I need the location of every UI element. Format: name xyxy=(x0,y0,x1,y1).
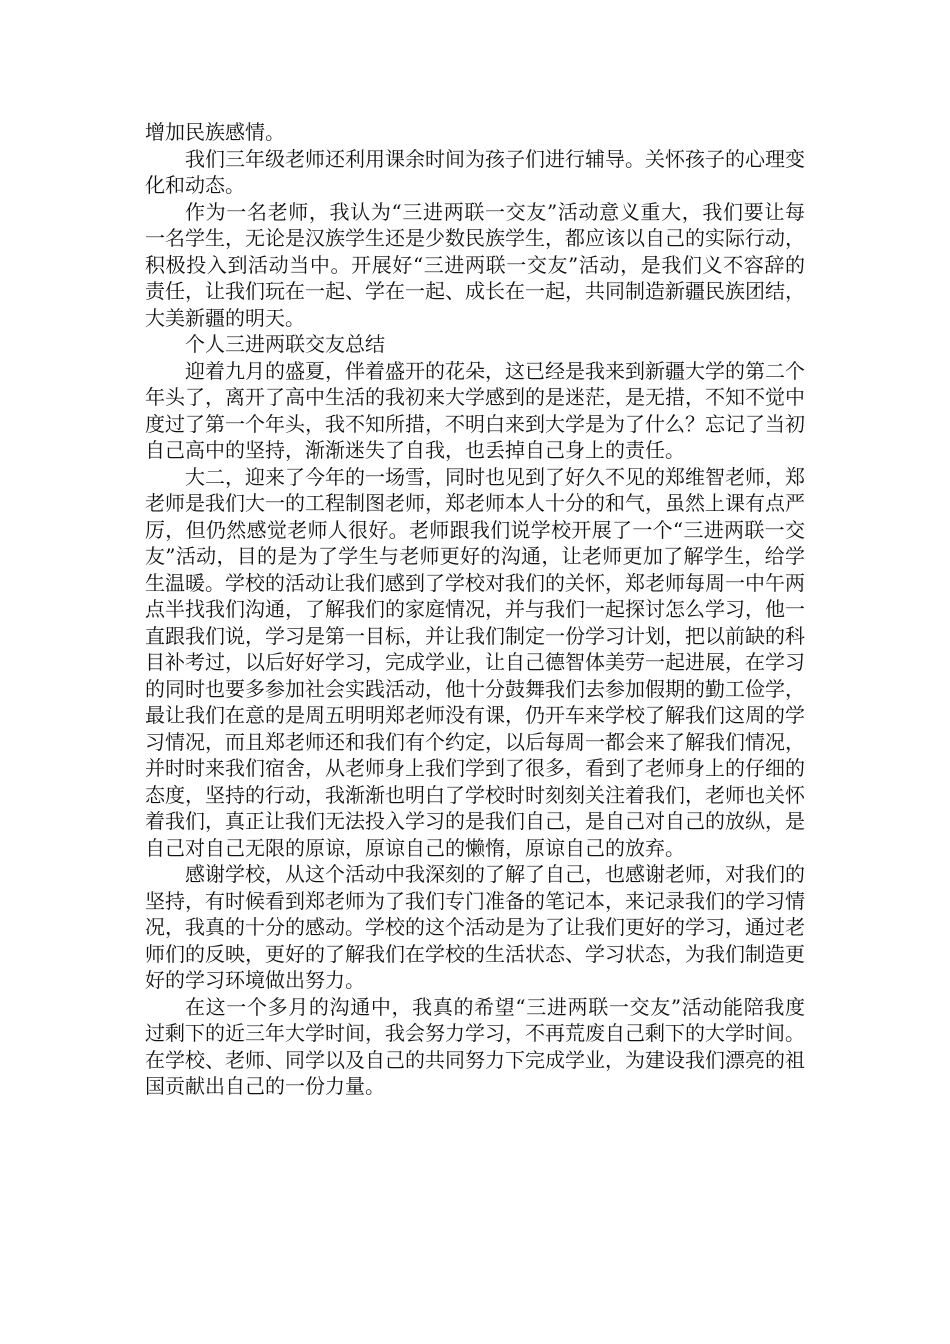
section-title: 个人三进两联交友总结 xyxy=(185,332,385,356)
paragraph-gratitude: 感谢学校，从这个活动中我深刻的了解了自己，也感谢老师，对我们的坚持，有时候看到郑老师为了我们专门准备的笔记本，来记录我们的学习情况，我真的十分的感动。学校的这个活动是为了让我们更好的学习，通过老师们的反映，更好的了解我们在学校的生活状态、学习状态，为我们制造更好的学习环境做出努力。 xyxy=(145,862,805,992)
paragraph-teacher-view: 作为一名老师，我认为“三进两联一交友”活动意义重大，我们要让每一名学生，无论是汉族学生还是少数民族学生，都应该以自己的实际行动，积极投入到活动当中。开展好“三进两联一交友”活动，是我们义不容辞的责任，让我们玩在一起、学在一起、成长在一起，共同制造新疆民族团结，大美新疆的明天。 xyxy=(145,199,805,330)
paragraph-conclusion: 在这一个多月的沟通中，我真的希望“三进两联一交友”活动能陪我度过剩下的近三年大学时间，我会努力学习，不再荒废自己剩下的大学时间。在学校、老师、同学以及自己的共同努力下完成学业，为建设我们漂亮的祖国贡献出自己的一份力量。 xyxy=(145,994,805,1098)
document-body xyxy=(145,119,805,1100)
paragraph-teacher-zheng: 大二，迎来了今年的一场雪，同时也见到了好久不见的郑维智老师，郑老师是我们大一的工程制图老师，郑老师本人十分的和气，虽然上课有点严厉，但仍然感觉老师人很好。老师跟我们说学校开展了一个“三进两联一交友”活动，目的是为了学生与老师更好的沟通，让老师更加了解学生，给学生温暖。学校的活动让我们感到了学校对我们的关怀，郑老师每周一中午两点半找我们沟通，了解我们的家庭情况，并与我们一起探讨怎么学习，他一直跟我们说，学习是第一目标，并让我们制定一份学习计划，把以前缺的科目补考过，以后好好学习，完成学业，让自己德智体美劳一起进展，在学习的同时也要多参加社会实践活动，他十分鼓舞我们去参加假期的勤工俭学，最让我们在意的是周五明明郑老师没有课，仍开车来学校了解我们这周的学习情况，而且郑老师还和我们有个约定，以后每周一都会来了解我们情况，并时时来我们宿舍，从老师身上我们学到了很多，看到了老师身上的仔细的态度，坚持的行动，我渐渐也明白了学校时时刻刻关注着我们，老师也关怀着我们，真正让我们无法投入学习的是我们自己，是自己对自己的放纵，是自己对自己无限的原谅，原谅自己的懒惰，原谅自己的放弃。 xyxy=(145,464,805,860)
paragraph-continuation: 增加民族感情。 xyxy=(145,120,285,144)
paragraph-tutoring: 我们三年级老师还利用课余时间为孩子们进行辅导。关怀孩子的心理变化和动态。 xyxy=(145,146,805,197)
paragraph-intro: 迎着九月的盛夏，伴着盛开的花朵，这已经是我来到新疆大学的第二个年头了，离开了高中生活的我初来大学感到的是迷茫，是无措，不知不觉中度过了第一个年头，我不知所措，不明白来到大学是为了什么？忘记了当初自己高中的坚持，渐渐迷失了自我，也丢掉自己身上的责任。 xyxy=(145,358,805,462)
